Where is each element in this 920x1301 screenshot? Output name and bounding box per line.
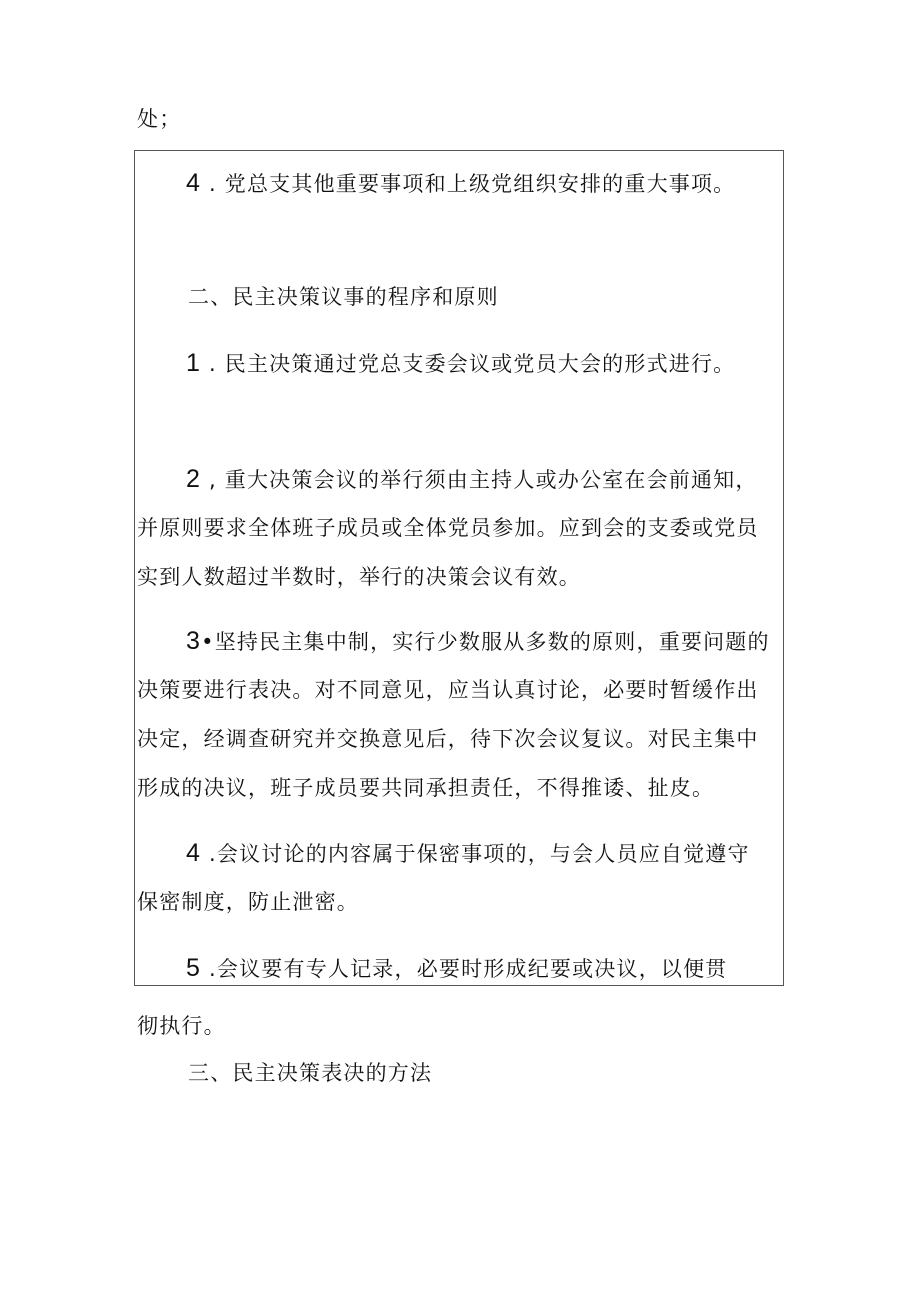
item-text: 重大决策会议的举行须由主持人或办公室在会前通知， bbox=[224, 468, 758, 492]
item-separator: , bbox=[209, 468, 217, 492]
list-item-5-line-2: 彻执行。 bbox=[137, 1014, 226, 1038]
list-item-4b-line-2: 保密制度，防止泄密。 bbox=[137, 890, 359, 914]
item-number: 3 bbox=[186, 627, 202, 655]
list-item-3-line-4: 形成的决议，班子成员要共同承担责任，不得推诿、扯皮。 bbox=[137, 776, 715, 800]
item-number: 2 bbox=[186, 465, 202, 493]
list-item-5-line-1 bbox=[186, 953, 728, 984]
list-item-3-line-3: 决定，经调查研究并交换意见后，待下次会议复议。对民主集中 bbox=[137, 727, 759, 751]
item-text: 民主决策通过党总支委会议或党员大会的形式进行。 bbox=[224, 352, 736, 376]
list-item-4b-line-1 bbox=[186, 838, 750, 869]
item-separator: . bbox=[209, 842, 217, 866]
list-item-3-line-1 bbox=[186, 626, 770, 657]
list-item-3-line-2: 决策要进行表决。对不同意见，应当认真讨论，必要时暂缓作出 bbox=[137, 678, 759, 702]
list-item-1-line-1 bbox=[186, 348, 735, 379]
item-separator: . bbox=[209, 352, 217, 376]
item-number: 1 bbox=[186, 349, 202, 377]
item-separator: . bbox=[209, 172, 217, 196]
item-number: 5 bbox=[186, 954, 202, 982]
item-number: 4 bbox=[186, 839, 202, 867]
list-item-2-line-1 bbox=[186, 464, 758, 495]
top-fragment: 处； bbox=[137, 107, 182, 131]
item-separator: • bbox=[201, 630, 215, 654]
list-item-2-line-2: 并原则要求全体班子成员或全体党员参加。应到会的支委或党员 bbox=[137, 516, 759, 540]
section-heading-3: 三、民主决策表决的方法 bbox=[188, 1061, 433, 1085]
section-heading-2: 二、民主决策议事的程序和原则 bbox=[188, 285, 499, 309]
list-item-4a-line-1 bbox=[186, 168, 735, 199]
item-text: 会议要有专人记录，必要时形成纪要或决议，以便贯 bbox=[216, 957, 728, 981]
list-item-2-line-3: 实到人数超过半数时，举行的决策会议有效。 bbox=[137, 565, 581, 589]
item-text: 会议讨论的内容属于保密事项的，与会人员应自觉遵守 bbox=[216, 842, 750, 866]
item-text: 党总支其他重要事项和上级党组织安排的重大事项。 bbox=[224, 172, 736, 196]
item-text: 坚持民主集中制，实行少数服从多数的原则，重要问题的 bbox=[214, 630, 770, 654]
item-number: 4 bbox=[186, 169, 202, 197]
item-separator: . bbox=[209, 957, 217, 981]
